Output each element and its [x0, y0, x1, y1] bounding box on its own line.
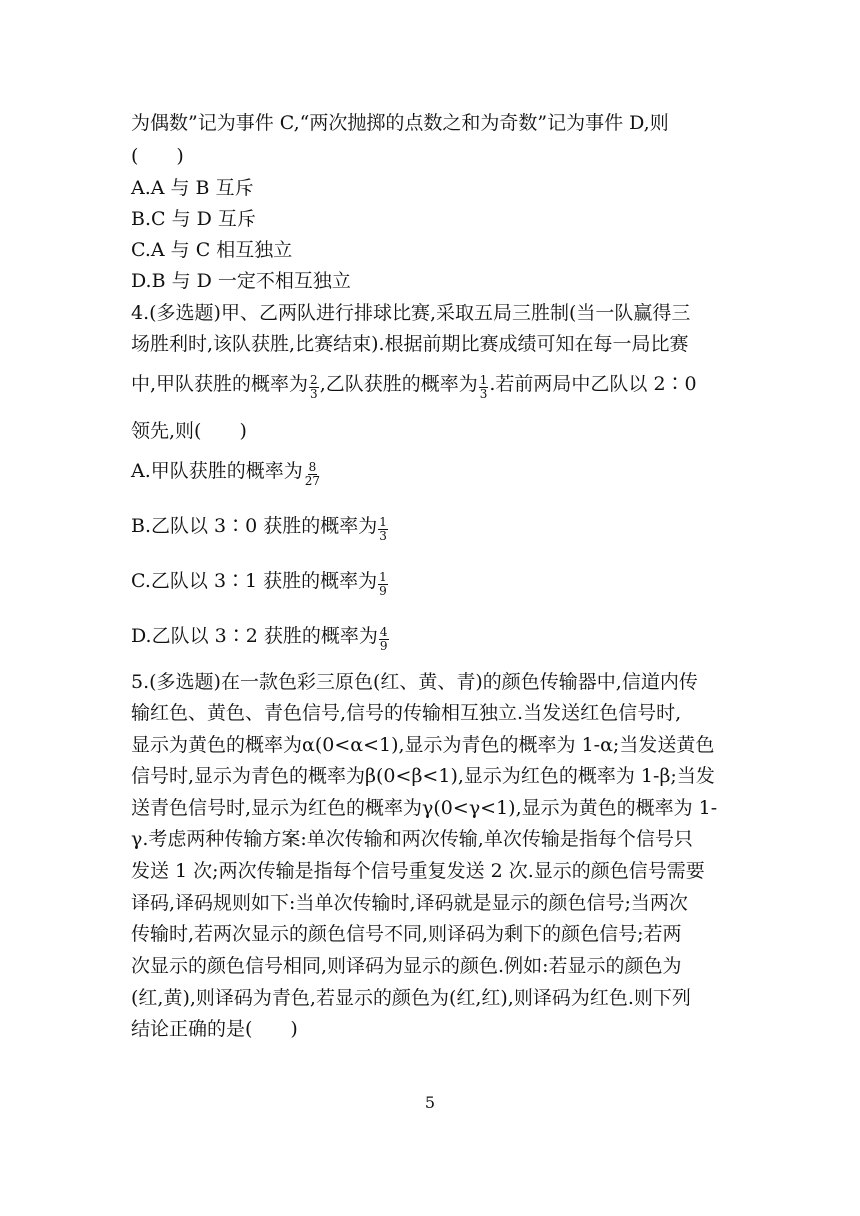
fraction-denominator: 27	[304, 473, 321, 488]
q5-stem-line-10: 次显示的颜色信号相同,则译码为显示的颜色.例如:若显示的颜色为	[131, 955, 682, 977]
q5-stem-line-7: 发送 1 次;两次传输是指每个信号重复发送 2 次.显示的颜色信号需要	[131, 860, 705, 882]
page-number: 5	[424, 1093, 436, 1112]
q3-option-c: C.A 与 C 相互独立	[131, 239, 293, 261]
fraction-jia-prob	[309, 374, 319, 401]
q5-stem-line-12: 结论正确的是( )	[131, 1018, 298, 1040]
q5-stem-line-4: 信号时,显示为青色的概率为β(0<β<1),显示为红色的概率为 1-β;当发	[131, 765, 715, 787]
q5-stem-line-5: 送青色信号时,显示为红色的概率为γ(0<γ<1),显示为黄色的概率为 1-	[131, 797, 718, 819]
q4-stem-line-3	[131, 371, 697, 399]
q5-stem-line-11: (红,黄),则译码为青色,若显示的颜色为(红,红),则译码为红色.则下列	[131, 987, 691, 1009]
fraction-numerator: 2	[310, 372, 318, 387]
q4-line3-text-b: ,乙队获胜的概率为	[319, 373, 478, 395]
q3-option-a: A.A 与 B 互斥	[131, 177, 254, 199]
q4-option-b-text: B.乙队以 3∶0 获胜的概率为	[131, 515, 378, 537]
q4-option-b	[131, 513, 389, 541]
fraction-denominator: 9	[379, 638, 388, 653]
q5-stem-line-2: 输红色、黄色、青色信号,信号的传输相互独立.当发送红色信号时,	[131, 702, 682, 724]
fraction-numerator: 8	[308, 459, 317, 474]
q5-stem-line-6: γ.考虑两种传输方案:单次传输和两次传输,单次传输是指每个信号只	[131, 828, 693, 850]
fraction-numerator: 1	[379, 569, 387, 584]
fraction-denominator: 3	[479, 386, 488, 401]
fraction-option-c	[378, 571, 388, 598]
fraction-numerator: 1	[479, 372, 488, 387]
fraction-option-b	[378, 516, 388, 543]
q5-stem-line-1: 5.(多选题)在一款色彩三原色(红、黄、青)的颜色传输器中,信道内传	[131, 671, 698, 693]
q3-option-d: D.B 与 D 一定不相互独立	[131, 270, 351, 292]
fraction-option-d	[379, 626, 389, 653]
q5-stem-line-8: 译码,译码规则如下:当单次传输时,译码就是显示的颜色信号;当两次	[131, 892, 688, 914]
q4-option-a	[131, 458, 322, 486]
q4-line3-text-a: 中,甲队获胜的概率为	[131, 373, 309, 395]
q4-stem-line-1: 4.(多选题)甲、乙两队进行排球比赛,采取五局三胜制(当一队赢得三	[131, 302, 691, 324]
fraction-numerator: 4	[379, 624, 388, 639]
q4-option-c-text: C.乙队以 3∶1 获胜的概率为	[131, 570, 378, 592]
q4-stem-line-2: 场胜利时,该队获胜,比赛结束).根据前期比赛成绩可知在每一局比赛	[131, 333, 689, 355]
q4-stem-line-4: 领先,则( )	[131, 420, 247, 442]
q4-option-d-text: D.乙队以 3∶2 获胜的概率为	[131, 625, 378, 647]
q4-option-a-text: A.甲队获胜的概率为	[131, 460, 303, 482]
fraction-option-a	[304, 461, 321, 488]
fraction-yi-prob	[479, 374, 489, 401]
fraction-numerator: 1	[379, 514, 387, 529]
q5-stem-line-9: 传输时,若两次显示的颜色信号不同,则译码为剩下的颜色信号;若两	[131, 923, 682, 945]
q3-stem-tail: 为偶数”记为事件 C,“两次抛掷的点数之和为奇数”记为事件 D,则	[131, 112, 669, 134]
q4-line3-text-c: .若前两局中乙队以 2∶0	[489, 373, 697, 395]
fraction-denominator: 3	[310, 386, 318, 401]
q3-answer-paren: ( )	[131, 145, 184, 167]
fraction-denominator: 3	[379, 528, 387, 543]
fraction-denominator: 9	[379, 583, 387, 598]
q4-option-d	[131, 623, 390, 651]
q5-stem-line-3: 显示为黄色的概率为α(0<α<1),显示为青色的概率为 1-α;当发送黄色	[131, 734, 715, 756]
q4-option-c	[131, 568, 389, 596]
q3-option-b: B.C 与 D 互斥	[131, 208, 256, 230]
